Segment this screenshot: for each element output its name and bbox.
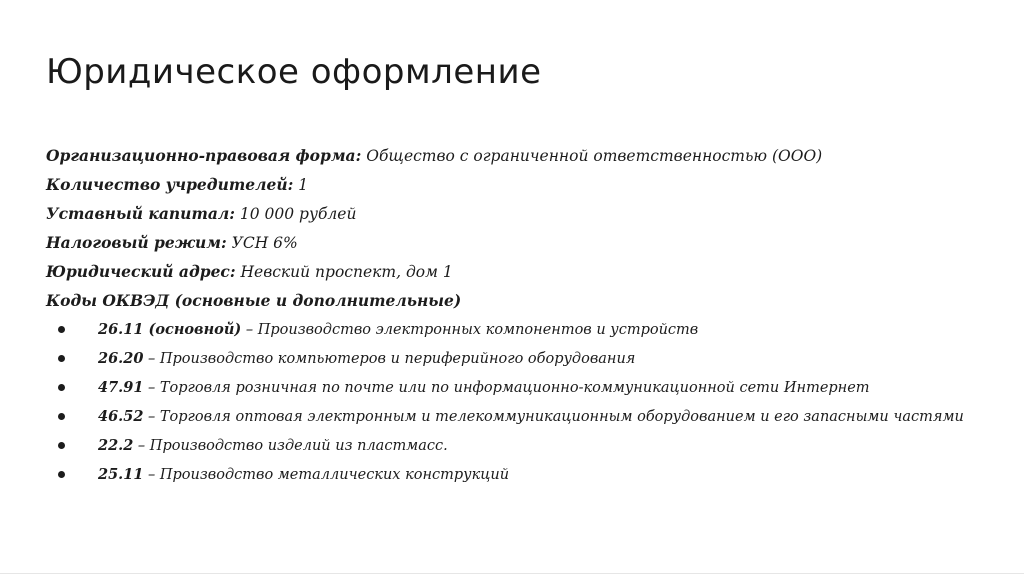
field-value: 1 bbox=[293, 176, 309, 194]
bullet-icon bbox=[58, 355, 65, 362]
list-item bbox=[46, 315, 1006, 344]
okved-description: – Производство металлических конструкций bbox=[143, 467, 510, 483]
field-founders-count bbox=[46, 170, 1006, 199]
okved-description: – Производство компьютеров и периферийного оборудования bbox=[143, 351, 636, 367]
list-item bbox=[46, 344, 1006, 373]
field-legal-form bbox=[46, 141, 1006, 170]
okved-description: – Торговля оптовая электронным и телекоммуникационным оборудованием и его запасными частями bbox=[143, 409, 964, 425]
list-item bbox=[46, 402, 1006, 431]
field-label: Организационно-правовая форма: bbox=[46, 146, 362, 165]
bullet-icon bbox=[58, 471, 65, 478]
field-value: УСН 6% bbox=[226, 234, 298, 252]
okved-description: – Торговля розничная по почте или по информационно-коммуникационной сети Интернет bbox=[143, 380, 870, 396]
list-item bbox=[46, 373, 1006, 402]
okved-code: 46.52 bbox=[98, 408, 144, 425]
okved-description: – Производство изделий из пластмасс. bbox=[133, 438, 448, 454]
field-legal-address bbox=[46, 257, 1006, 286]
field-label: Налоговый режим: bbox=[46, 233, 227, 252]
okved-code: 26.20 bbox=[98, 350, 144, 367]
bullet-icon bbox=[58, 384, 65, 391]
list-item bbox=[46, 460, 1006, 489]
bullet-icon bbox=[58, 413, 65, 420]
field-label: Количество учредителей: bbox=[46, 175, 294, 194]
okved-code: 25.11 bbox=[98, 466, 144, 483]
okved-description: – Производство электронных компонентов и устройств bbox=[241, 322, 699, 338]
field-tax-regime bbox=[46, 228, 1006, 257]
field-authorized-capital bbox=[46, 199, 1006, 228]
field-value: 10 000 рублей bbox=[234, 205, 357, 223]
okved-code: 26.11 (основной) bbox=[98, 321, 242, 338]
page-title: Юридическое оформление bbox=[46, 52, 542, 92]
bullet-icon bbox=[58, 326, 65, 333]
okved-code: 47.91 bbox=[98, 379, 144, 396]
bullet-icon bbox=[58, 442, 65, 449]
slide-body bbox=[46, 141, 1006, 489]
okved-code: 22.2 bbox=[98, 437, 134, 454]
field-value: Невский проспект, дом 1 bbox=[235, 263, 453, 281]
field-label: Юридический адрес: bbox=[46, 262, 236, 281]
field-value: Общество с ограниченной ответственностью (ООО) bbox=[361, 147, 823, 165]
okved-list bbox=[46, 315, 1006, 489]
list-item bbox=[46, 431, 1006, 460]
field-label: Уставный капитал: bbox=[46, 204, 235, 223]
okved-heading: Коды ОКВЭД (основные и дополнительные) bbox=[46, 291, 462, 310]
